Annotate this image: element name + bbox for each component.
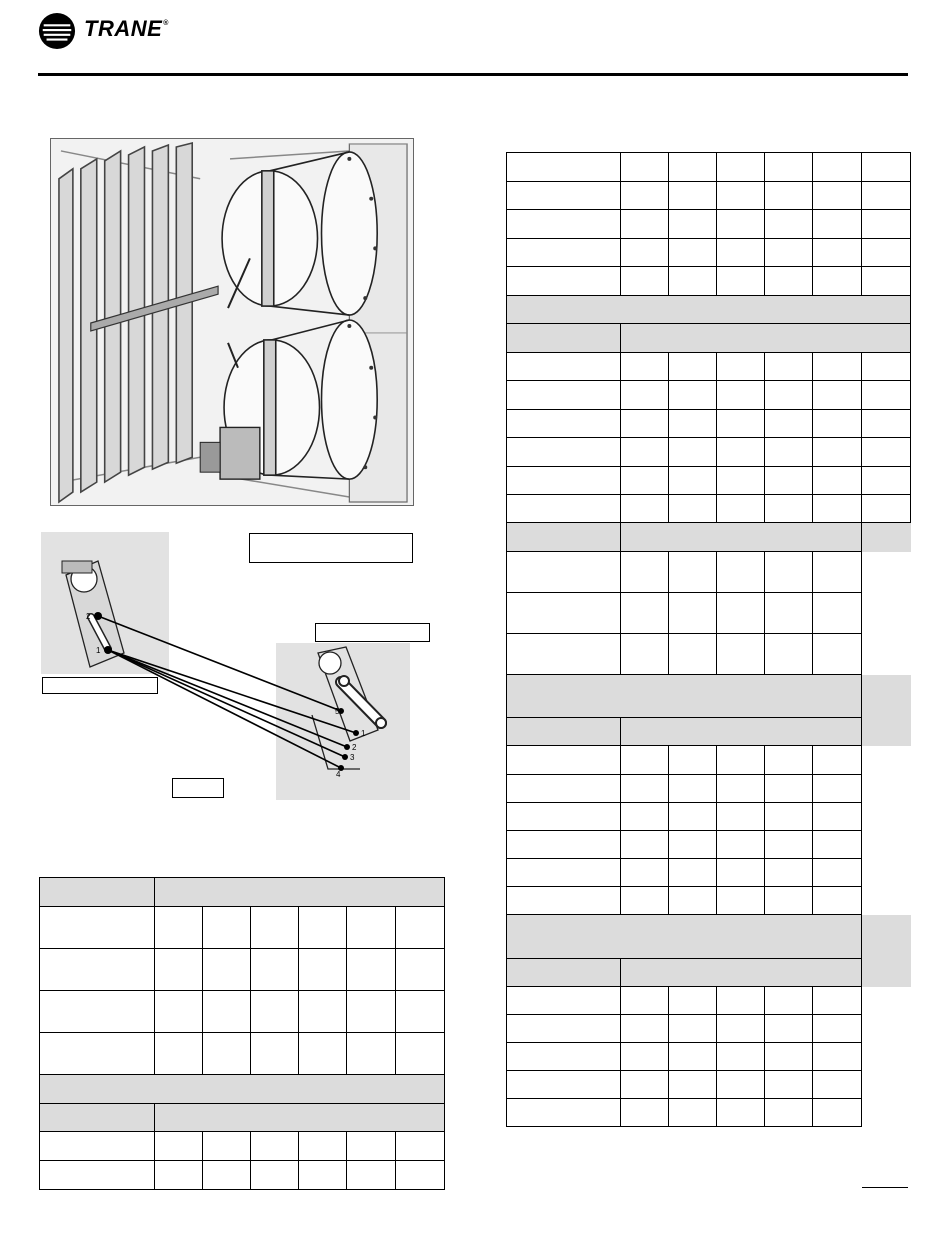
table-row: [507, 593, 911, 634]
table-row: [507, 353, 911, 381]
table-row: [507, 1099, 911, 1127]
right-hole-label: 2: [352, 743, 357, 752]
table-end-rule: [862, 1187, 908, 1188]
callout-box: [42, 677, 158, 694]
right-settings-table: [506, 152, 911, 1127]
left-settings-table: [39, 877, 445, 1190]
table-row: [40, 1033, 445, 1075]
brand-name: TRANE: [84, 16, 163, 41]
table-row: [40, 1104, 445, 1132]
left-hole-2: [94, 612, 102, 620]
table-row: [40, 907, 445, 949]
table-row: [507, 210, 911, 239]
right-hole-2: [344, 744, 350, 750]
table-section-row: [507, 296, 911, 324]
table-row: [507, 523, 911, 552]
right-hole-3: [342, 754, 348, 760]
left-hole-label: 1: [96, 646, 101, 655]
table-row: [507, 859, 911, 887]
brand-logo-text: [84, 16, 168, 42]
table-row: [507, 467, 911, 495]
right-hole-label: 4: [336, 770, 341, 779]
table-row: [507, 153, 911, 182]
header-rule: [38, 73, 908, 76]
table-row: [40, 878, 445, 907]
table-row: [507, 775, 911, 803]
callout-box: [315, 623, 430, 642]
table-row: [507, 552, 911, 593]
table-row: [40, 1132, 445, 1161]
left-hole-label: 2: [86, 612, 91, 621]
table-row: [507, 267, 911, 296]
table-row: [507, 831, 911, 859]
table-row: [507, 1015, 911, 1043]
table-row: [507, 746, 911, 775]
table-row: [507, 887, 911, 915]
registered-mark: ®: [163, 20, 169, 27]
callout-box: [172, 778, 224, 798]
table-row: [40, 949, 445, 991]
table-row: [507, 634, 911, 675]
right-hole-label: 3: [350, 753, 355, 762]
right-hole-1: [353, 730, 359, 736]
table-row: [40, 1161, 445, 1190]
table-row: [507, 1043, 911, 1071]
table-row: [507, 182, 911, 210]
table-section-row: [40, 1075, 445, 1104]
table-section-row: [507, 915, 911, 959]
linkage-diagram: [38, 525, 438, 825]
left-hole-1: [104, 646, 112, 654]
damper-assembly-photo: [50, 138, 414, 506]
trane-logo-icon: [38, 12, 76, 50]
right-hole-label: 1: [361, 729, 366, 738]
table-row: [40, 991, 445, 1033]
callout-box: [249, 533, 413, 563]
table-row: [507, 324, 911, 353]
right-hole-label: 5: [335, 707, 340, 716]
table-row: [507, 803, 911, 831]
table-row: [507, 495, 911, 523]
table-row: [507, 1071, 911, 1099]
table-row: [507, 987, 911, 1015]
table-row: [507, 410, 911, 438]
table-row: [507, 381, 911, 410]
table-row: [507, 718, 911, 746]
table-section-row: [507, 675, 911, 718]
table-row: [507, 239, 911, 267]
table-row: [507, 959, 911, 987]
table-row: [507, 438, 911, 467]
